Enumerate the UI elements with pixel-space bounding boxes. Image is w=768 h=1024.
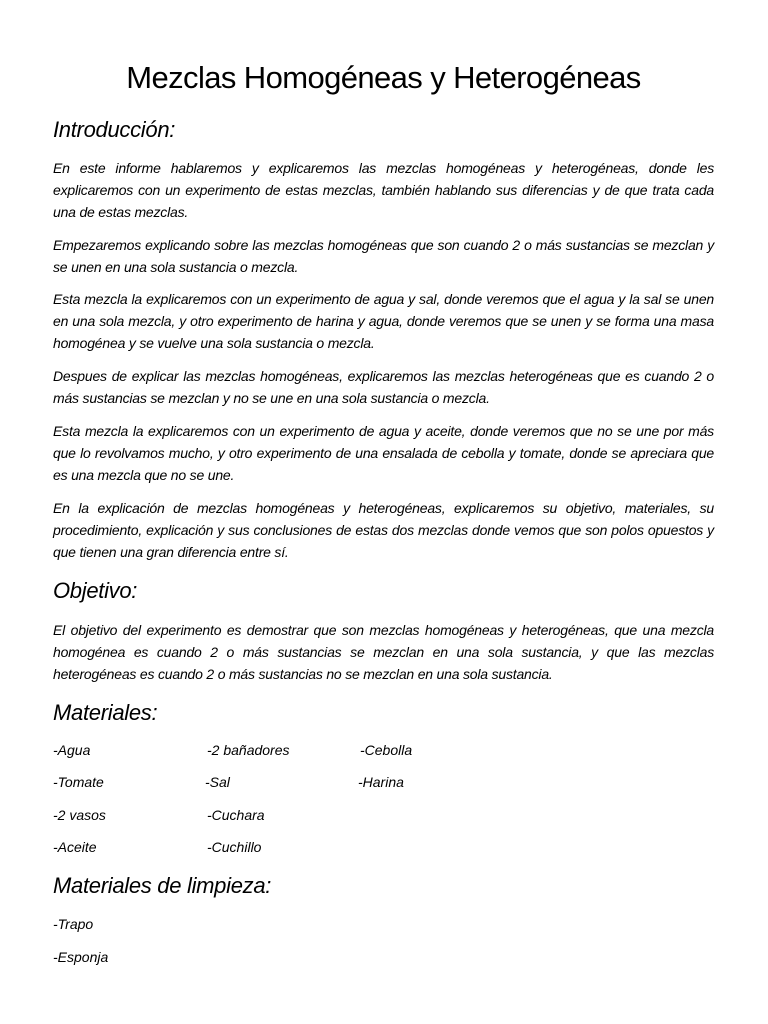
paragraph: En la explicación de mezclas homogéneas y heterogéneas, explicaremos su objetivo, materiales, su procedimiento, explicación y sus conclusiones de estas dos mezclas donde vemos que son polos opuestos y que tienen una gran diferencia entre sí. — [53, 500, 714, 560]
material-item: -Tomate — [53, 774, 104, 790]
cleaning-item: -Esponja — [53, 949, 109, 965]
paragraph: En este informe hablaremos y explicaremos las mezclas homogéneas y heterogéneas, donde les explicaremos con un experimento de estas mezclas, también hablando sus diferencias y de que trata cada una de estas mezclas. — [53, 160, 714, 220]
section-heading-introduccion: Introducción: — [53, 117, 176, 142]
paragraph: Empezaremos explicando sobre las mezclas homogéneas que son cuando 2 o más sustancias se mezclan y se unen en una sola sustancia o mezcla. — [53, 237, 714, 275]
section-heading-materiales-limpieza: Materiales de limpieza: — [53, 873, 272, 898]
document-title: Mezclas Homogéneas y Heterogéneas — [126, 60, 641, 95]
paragraph: Despues de explicar las mezclas homogéneas, explicaremos las mezclas heterogéneas que es cuando 2 o más sustancias se mezclan y no se une en una sola sustancia o mezcla. — [53, 368, 714, 406]
paragraph: Esta mezcla la explicaremos con un experimento de agua y sal, donde veremos que el agua y la sal se unen en una sola mezcla, y otro experimento de harina y agua, donde veremos que se unen y se forma una masa homogénea y se vuelve una sola sustancia o mezcla. — [53, 291, 714, 351]
material-item: -Cebolla — [360, 742, 413, 758]
section-heading-objetivo: Objetivo: — [53, 578, 138, 603]
material-item: -Cuchillo — [207, 839, 262, 855]
material-item: -2 bañadores — [207, 742, 290, 758]
material-item: -Harina — [358, 774, 404, 790]
paragraph: El objetivo del experimento es demostrar que son mezclas homogéneas y heterogéneas, que una mezcla homogénea es cuando 2 o más sustancias se mezclan en una sola sustancia, y que las mezclas heterogéneas es cuando 2 o más sustancias no se mezclan en una sola sustancia. — [53, 622, 714, 682]
material-item: -Aceite — [53, 839, 97, 855]
paragraph: Esta mezcla la explicaremos con un experimento de agua y aceite, donde veremos que no se une por más que lo revolvamos mucho, y otro experimento de una ensalada de cebolla y tomate, donde se apreciara que es una mezcla que no se une. — [53, 423, 714, 483]
material-item: -Agua — [53, 742, 91, 758]
material-item: -2 vasos — [53, 807, 106, 823]
material-item: -Sal — [205, 774, 230, 790]
cleaning-item: -Trapo — [53, 916, 94, 932]
section-heading-materiales: Materiales: — [53, 700, 158, 725]
material-item: -Cuchara — [207, 807, 265, 823]
